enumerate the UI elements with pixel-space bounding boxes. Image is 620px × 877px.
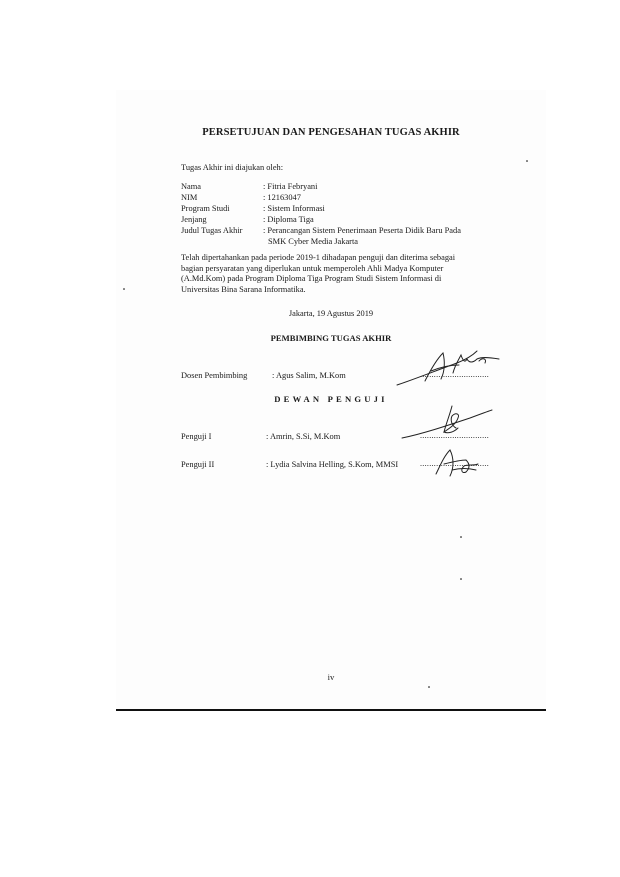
advisor-name: : Agus Salim, M.Kom — [272, 371, 346, 380]
field-label-nim: NIM — [181, 193, 198, 202]
field-label-nama: Nama — [181, 182, 201, 191]
advisor-label: Dosen Pembimbing — [181, 371, 248, 380]
examiner-1-name: : Amrin, S.Si, M.Kom — [266, 432, 341, 441]
field-value-judul: : Perancangan Sistem Penerimaan Peserta Didik Baru Pada — [263, 226, 461, 235]
field-value-nim: : 12163047 — [263, 193, 301, 202]
field-value-nama: : Fitria Febryani — [263, 182, 318, 191]
advisor-signature — [395, 345, 505, 390]
examiner-2-signature-line: .............................. — [420, 459, 489, 468]
intro-text: Tugas Akhir ini diajukan oleh: — [181, 163, 284, 172]
field-value-judul-cont: SMK Cyber Media Jakarta — [268, 237, 359, 246]
advisor-signature-line: .............................. — [420, 370, 489, 379]
page-number: iv — [327, 672, 335, 682]
examiners-heading: DEWAN PENGUJI — [274, 394, 388, 404]
paragraph-line: Universitas Bina Sarana Informatika. — [181, 284, 306, 294]
field-label-program-studi: Program Studi — [181, 204, 230, 213]
examiner-2-label: Penguji II — [181, 460, 215, 469]
scan-speck — [123, 288, 125, 290]
paragraph-line: Telah dipertahankan pada periode 2019-1 dihadapan penguji dan diterima sebagai — [181, 253, 456, 262]
scan-speck — [460, 578, 462, 580]
examiner-1-label: Penguji I — [181, 432, 212, 441]
field-value-program-studi: : Sistem Informasi — [263, 204, 325, 213]
page-bottom-rule — [116, 709, 546, 711]
document-title: PERSETUJUAN DAN PENGESAHAN TUGAS AKHIR — [202, 127, 460, 138]
place-date: Jakarta, 19 Agustus 2019 — [288, 309, 374, 318]
examiner-1-signature-line: .............................. — [420, 431, 489, 440]
field-value-jenjang: : Diploma Tiga — [263, 215, 314, 224]
scan-speck — [428, 686, 430, 688]
advisor-heading: PEMBIMBING TUGAS AKHIR — [270, 333, 392, 343]
examiner-1-signature — [400, 402, 495, 442]
field-label-judul: Judul Tugas Akhir — [181, 226, 243, 235]
approval-paragraph — [181, 253, 483, 295]
paragraph-line: (A.Md.Kom) pada Program Diploma Tiga Program Studi Sistem Informasi di — [181, 274, 442, 284]
examiner-2-name: : Lydia Salvina Helling, S.Kom, MMSI — [266, 460, 399, 469]
field-label-jenjang: Jenjang — [181, 215, 207, 224]
examiner-2-signature — [430, 446, 490, 480]
paragraph-line: bagian persyaratan yang diperlukan untuk memperoleh Ahli Madya Komputer — [181, 263, 444, 273]
scan-speck — [526, 160, 528, 162]
scan-speck — [460, 536, 462, 538]
